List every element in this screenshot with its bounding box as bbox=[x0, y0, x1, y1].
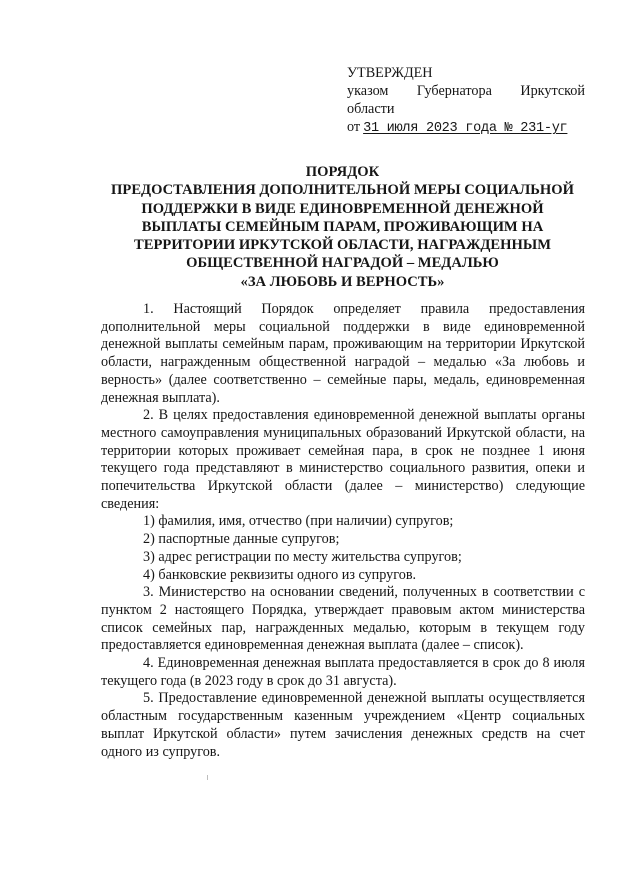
title-line: ВЫПЛАТЫ СЕМЕЙНЫМ ПАРАМ, ПРОЖИВАЮЩИМ НА bbox=[141, 218, 544, 235]
approval-word: указом bbox=[347, 83, 389, 99]
approval-decree-line bbox=[347, 82, 585, 100]
list-item: 1) фамилия, имя, отчество (при наличии) супругов; bbox=[143, 513, 454, 530]
paragraph-3: 3. Министерство на основании сведений, полученных в соответствии с пунктом 2 настоящего Порядка, утверждает правовым актом министерства список семейных пар, награжденных медалью, которым в текущем году предоставляется единовременная денежная выплата (далее – список). bbox=[101, 584, 585, 654]
title-line: ОБЩЕСТВЕННОЙ НАГРАДОЙ – МЕДАЛЬЮ bbox=[186, 255, 499, 272]
title-line: «ЗА ЛЮБОВЬ И ВЕРНОСТЬ» bbox=[240, 273, 445, 290]
document-title bbox=[100, 163, 585, 291]
approval-date-line bbox=[347, 118, 585, 138]
title-line: ПОДДЕРЖКИ В ВИДЕ ЕДИНОВРЕМЕННОЙ ДЕНЕЖНОЙ bbox=[141, 200, 544, 217]
paragraph-1: 1. Настоящий Порядок определяет правила предоставления дополнительной меры социальной поддержки в виде единовременной денежной выплаты семейным парам, проживающим на территории Иркутской области, награжденным общественной наградой – медалью «За любовь и верность» (далее соответственно – семейные пары, медаль, единовременная денежная выплата). bbox=[101, 301, 585, 406]
list-item: 3) адрес регистрации по месту жительства супругов; bbox=[143, 548, 462, 565]
paragraph-2: 2. В целях предоставления единовременной денежной выплаты органы местного самоуправления муниципальных образований Иркутской области, на территории которых проживает семейная пара, в срок не позднее 1 июня текущего года представляют в министерство социального развития, опеки и попечительства Иркутской области (далее – министерство) следующие сведения: bbox=[101, 407, 585, 512]
document-body bbox=[101, 301, 585, 761]
list-item: 2) паспортные данные супругов; bbox=[143, 531, 340, 548]
title-line: ПОРЯДОК bbox=[305, 164, 380, 180]
approval-region: области bbox=[347, 101, 395, 117]
approval-word: Губернатора bbox=[416, 83, 492, 99]
title-line: ПРЕДОСТАВЛЕНИЯ ДОПОЛНИТЕЛЬНОЙ МЕРЫ СОЦИАЛЬНОЙ bbox=[111, 182, 574, 199]
approval-date-prefix: от bbox=[347, 119, 361, 135]
paragraph-4: 4. Единовременная денежная выплата предоставляется в срок до 8 июля текущего года (в 2023 году в срок до 31 августа). bbox=[101, 655, 585, 689]
approval-date-value: 31 июля 2023 года № 231-уг bbox=[363, 121, 568, 136]
scan-mark bbox=[207, 775, 208, 780]
list-item: 4) банковские реквизиты одного из супругов. bbox=[143, 566, 417, 583]
approval-word: Иркутской bbox=[520, 83, 585, 99]
paragraph-5: 5. Предоставление единовременной денежной выплаты осуществляется областным государственным казенным учреждением «Центр социальных выплат Иркутской области» путем зачисления денежных средств на счет одного из супругов. bbox=[101, 690, 585, 760]
approval-heading: УТВЕРЖДЕН bbox=[347, 65, 433, 81]
title-line: ТЕРРИТОРИИ ИРКУТСКОЙ ОБЛАСТИ, НАГРАЖДЕННЫМ bbox=[134, 237, 551, 254]
approval-block bbox=[347, 64, 585, 138]
